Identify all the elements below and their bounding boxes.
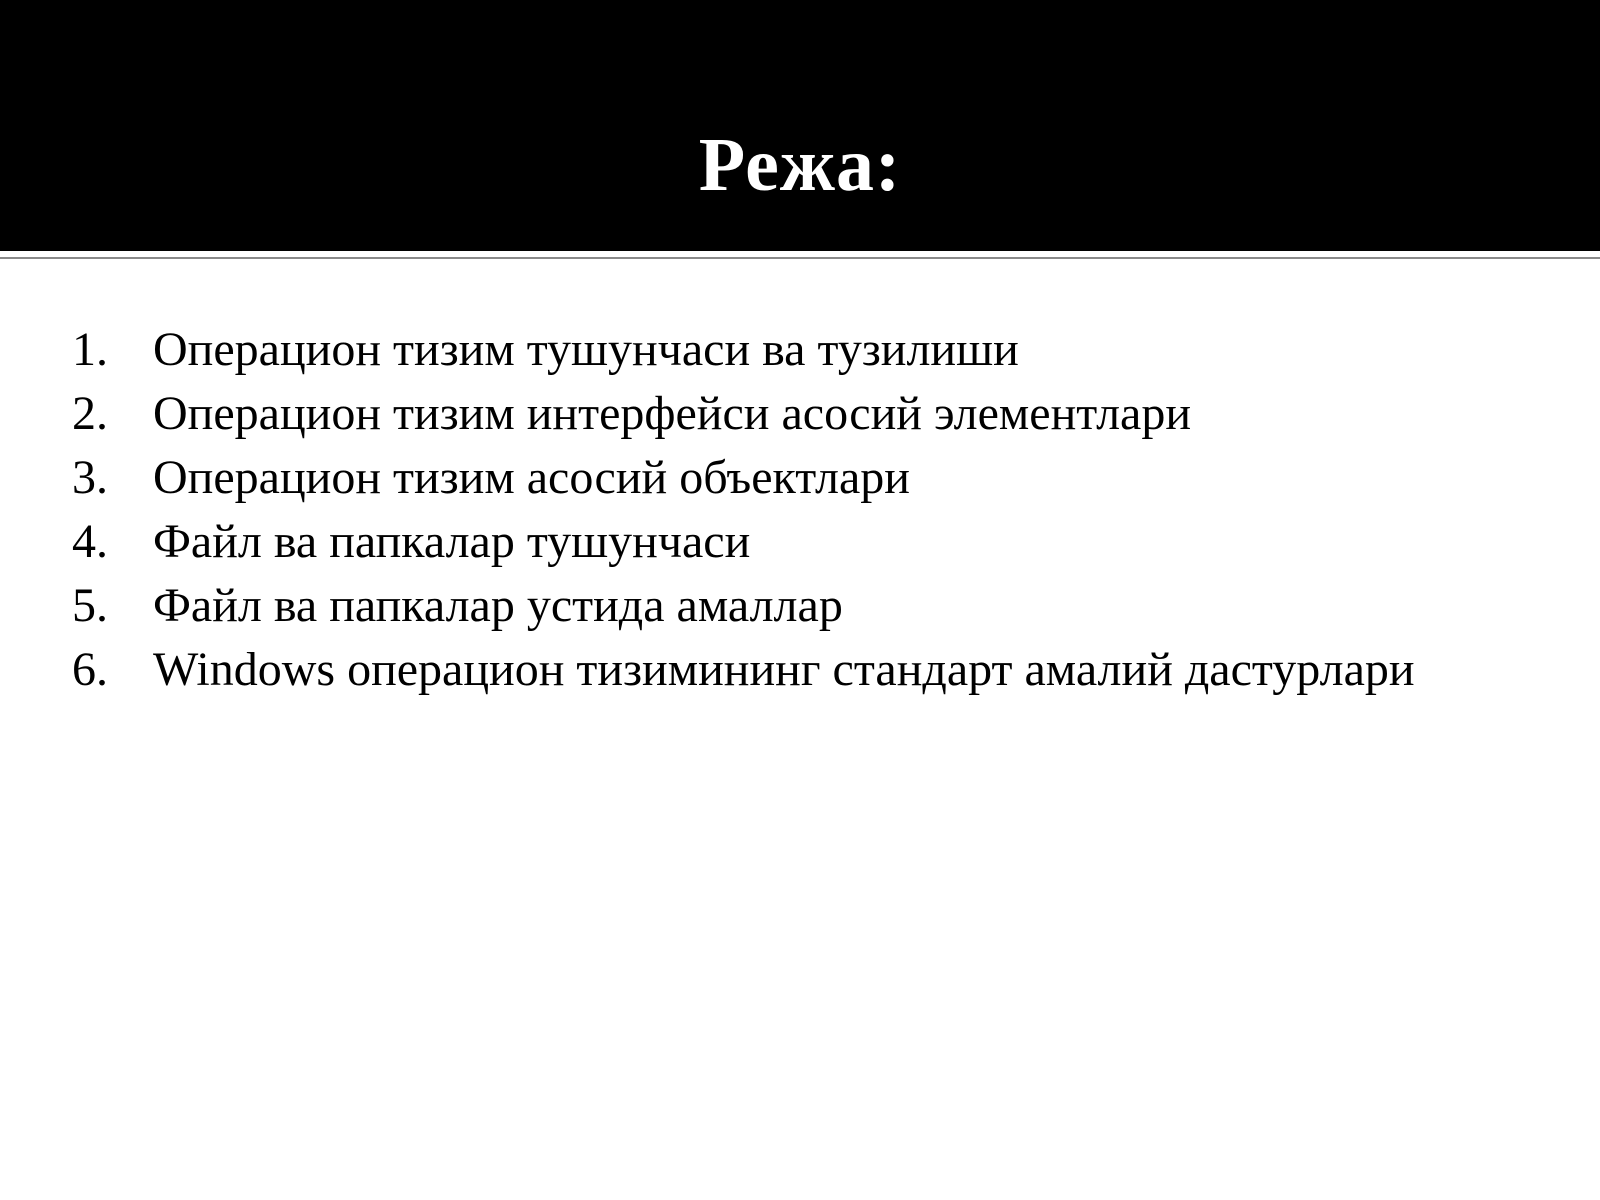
item-number: 1. [72,323,108,376]
divider-line [0,257,1600,259]
item-text: Операцион тизим асосий объектлари [153,451,910,504]
item-number: 3. [72,451,108,504]
item-text: Файл ва папкалар тушунчаси [153,515,751,568]
item-number: 6. [72,643,108,696]
item-number: 4. [72,515,108,568]
item-text: Файл ва папкалар устида амаллар [153,579,843,632]
item-number: 2. [72,387,108,440]
item-text: Операцион тизим тушунчаси ва тузилиши [153,323,1019,376]
item-number: 5. [72,579,108,632]
slide-title: Режа: [698,123,902,207]
item-text: Windows операцион тизимининг стандарт амалий дастурлари [153,643,1415,696]
item-text: Операцион тизим интерфейси асосий элементлари [153,387,1192,440]
title-band [0,0,1600,251]
